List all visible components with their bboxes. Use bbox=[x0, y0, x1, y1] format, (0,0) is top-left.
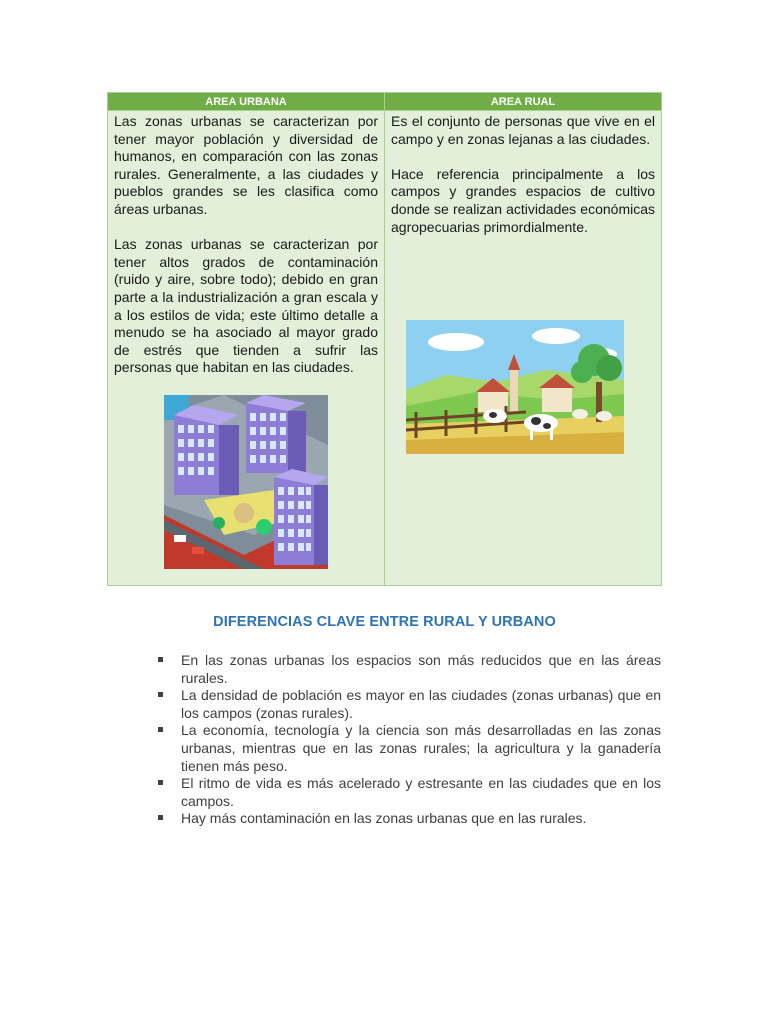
table-header-row bbox=[108, 93, 662, 111]
header-area-urbana: AREA URBANA bbox=[108, 93, 385, 111]
comparison-table bbox=[107, 92, 662, 586]
countryside-illustration bbox=[406, 320, 624, 454]
list-item-text: Hay más contaminación en las zonas urbanas que en las rurales. bbox=[181, 810, 587, 827]
list-item bbox=[158, 652, 661, 687]
differences-list bbox=[158, 652, 661, 828]
rural-cell bbox=[385, 111, 662, 586]
square-bullet-icon bbox=[158, 657, 163, 662]
urban-paragraph: Las zonas urbanas se caracterizan por tener mayor población y diversidad de humanos, en comparación con las zonas rurales. Generalmente, a las ciudades y pueblos grandes se les clasifica como áreas urbanas. bbox=[114, 113, 378, 217]
rural-paragraph: Hace referencia principalmente a los campos y grandes espacios de cultivo donde se realizan actividades económicas agropecuarias primordialmente. bbox=[391, 165, 655, 235]
square-bullet-icon bbox=[158, 780, 163, 785]
urban-paragraph: Las zonas urbanas se caracterizan por tener altos grados de contaminación (ruido y aire, sobre todo); debido en gran parte a la industrialización a gran escala y a los estilos de vida; este último detalle a menudo se ha asociado al mayor grado de estrés que tienden a sufrir las personas que habitan en las ciudades. bbox=[114, 236, 378, 376]
list-item-text: La economía, tecnología y la ciencia son más desarrolladas en las zonas urbanas, mientras que en las zonas rurales; la agricultura y la ganadería tienen más peso. bbox=[181, 722, 661, 774]
square-bullet-icon bbox=[158, 815, 163, 820]
header-area-rural: AREA RUAL bbox=[385, 93, 662, 111]
list-item-text: La densidad de población es mayor en las ciudades (zonas urbanas) que en los campos (zonas rurales). bbox=[181, 687, 661, 721]
square-bullet-icon bbox=[158, 727, 163, 732]
section-title: DIFERENCIAS CLAVE ENTRE RURAL Y URBANO bbox=[213, 614, 556, 630]
list-item bbox=[158, 775, 661, 810]
list-item-text: En las zonas urbanas los espacios son más reducidos que en las áreas rurales. bbox=[181, 652, 661, 686]
rural-paragraph: Es el conjunto de personas que vive en el campo y en zonas lejanas a las ciudades. bbox=[391, 113, 655, 147]
list-item bbox=[158, 722, 661, 775]
list-item bbox=[158, 810, 661, 828]
list-item bbox=[158, 687, 661, 722]
urban-cell bbox=[108, 111, 385, 586]
square-bullet-icon bbox=[158, 692, 163, 697]
city-illustration bbox=[164, 395, 328, 569]
table-body-row bbox=[108, 111, 662, 586]
list-item-text: El ritmo de vida es más acelerado y estresante en las ciudades que en los campos. bbox=[181, 775, 661, 809]
